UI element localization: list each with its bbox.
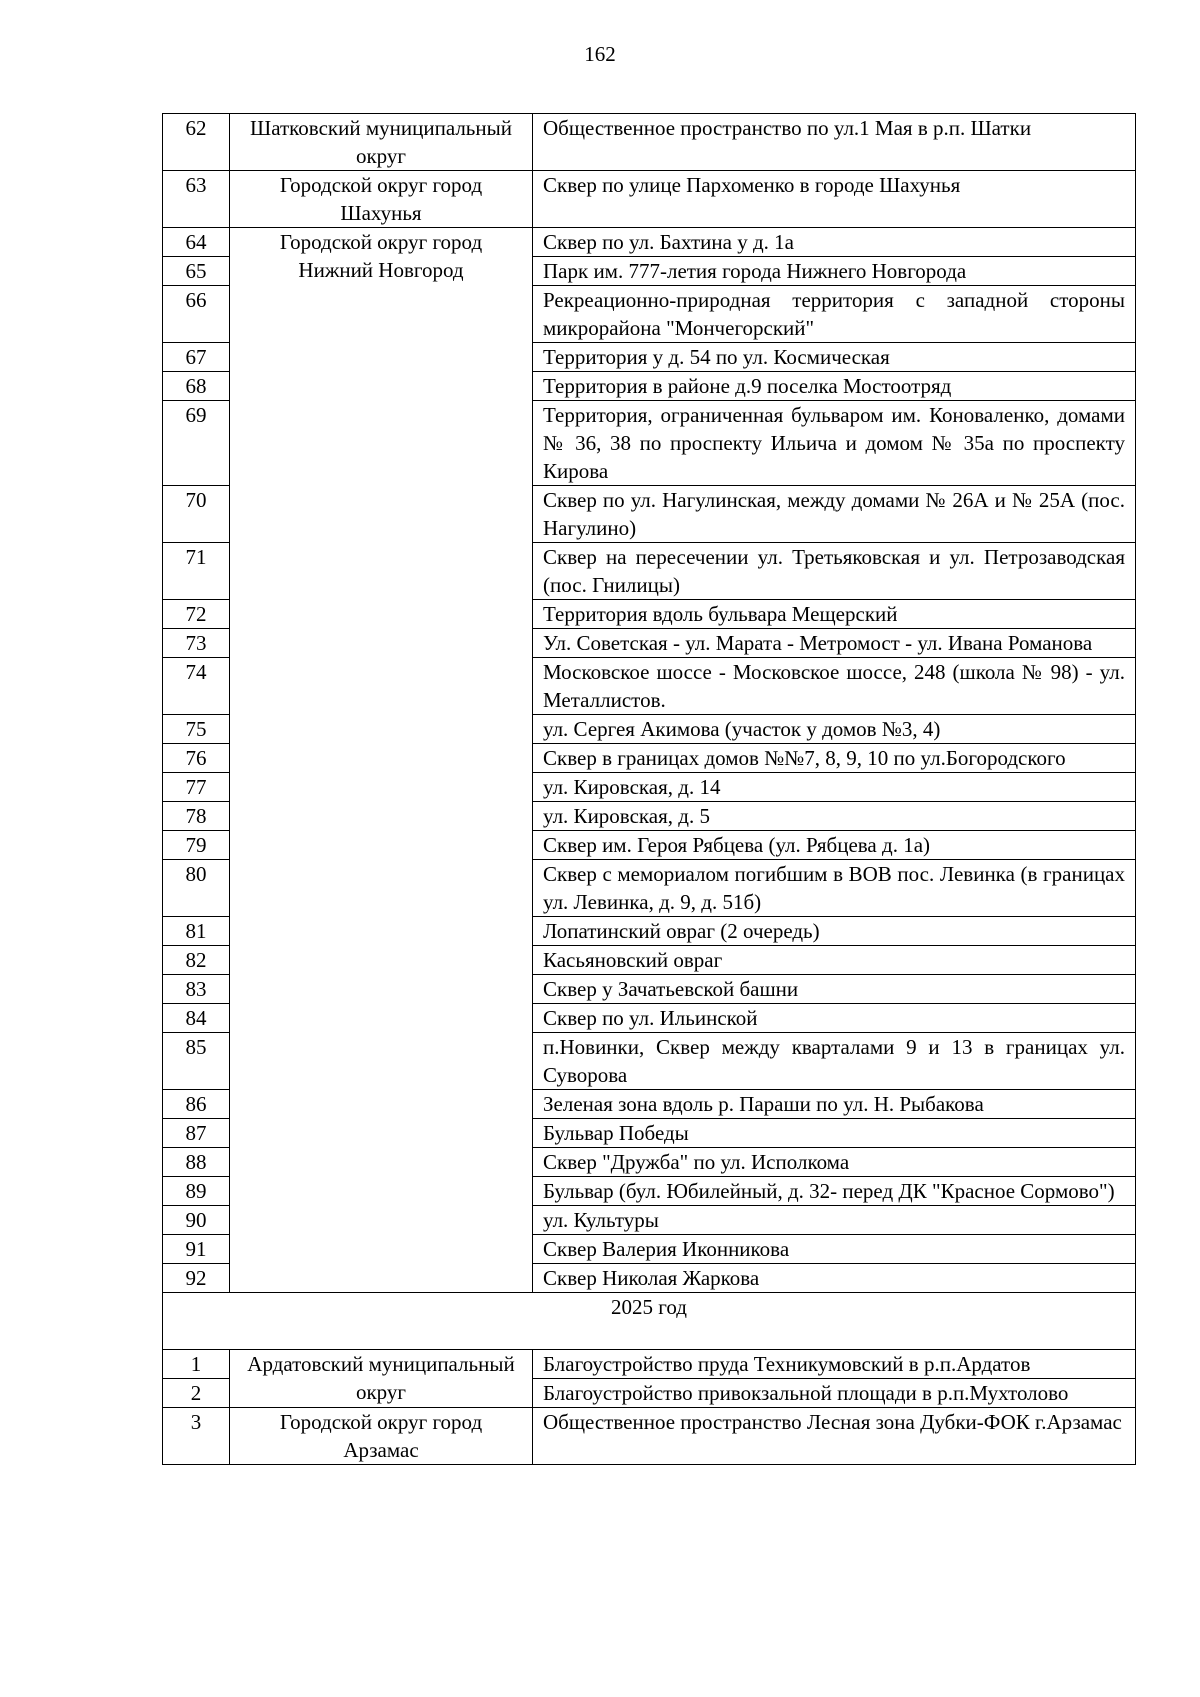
object-cell: Сквер с мемориалом погибшим в ВОВ пос. Левинка (в границах ул. Левинка, д. 9, д. 51б) <box>533 860 1136 917</box>
row-number: 70 <box>163 486 230 543</box>
row-number: 68 <box>163 372 230 401</box>
object-cell: Сквер на пересечении ул. Третьяковская и ул. Петрозаводская (пос. Гнилицы) <box>533 543 1136 600</box>
object-cell: п.Новинки, Сквер между кварталами 9 и 13 в границах ул. Суворова <box>533 1033 1136 1090</box>
object-cell: Сквер по ул. Нагулинская, между домами № 26А и № 25А (пос. Нагулино) <box>533 486 1136 543</box>
object-cell: Бульвар Победы <box>533 1119 1136 1148</box>
object-cell: Сквер по ул. Ильинской <box>533 1004 1136 1033</box>
object-cell: Сквер "Дружба" по ул. Исполкома <box>533 1148 1136 1177</box>
object-cell: Благоустройство пруда Техникумовский в р.п.Ардатов <box>533 1350 1136 1379</box>
object-cell: Сквер им. Героя Рябцева (ул. Рябцева д. 1а) <box>533 831 1136 860</box>
table-row <box>163 1350 1136 1379</box>
object-cell: Парк им. 777-летия города Нижнего Новгорода <box>533 257 1136 286</box>
object-cell: Территория вдоль бульвара Мещерский <box>533 600 1136 629</box>
year-heading-row <box>163 1293 1136 1350</box>
row-number: 69 <box>163 401 230 486</box>
row-number: 92 <box>163 1264 230 1293</box>
municipality-cell: Городской округ город Нижний Новгород <box>230 228 533 1293</box>
object-cell: Общественное пространство по ул.1 Мая в р.п. Шатки <box>533 114 1136 171</box>
municipality-cell: Ардатовский муниципальный округ <box>230 1350 533 1408</box>
object-cell: Территория у д. 54 по ул. Космическая <box>533 343 1136 372</box>
row-number: 83 <box>163 975 230 1004</box>
object-cell: Сквер по улице Пархоменко в городе Шахунья <box>533 171 1136 228</box>
year-heading: 2025 год <box>163 1293 1136 1350</box>
object-cell: Бульвар (бул. Юбилейный, д. 32- перед ДК "Красное Сормово") <box>533 1177 1136 1206</box>
object-cell: Сквер в границах домов №№7, 8, 9, 10 по ул.Богородского <box>533 744 1136 773</box>
row-number: 78 <box>163 802 230 831</box>
row-number: 79 <box>163 831 230 860</box>
object-cell: Общественное пространство Лесная зона Дубки-ФОК г.Арзамас <box>533 1408 1136 1465</box>
row-number: 67 <box>163 343 230 372</box>
row-number: 71 <box>163 543 230 600</box>
row-number: 62 <box>163 114 230 171</box>
object-cell: ул. Кировская, д. 5 <box>533 802 1136 831</box>
table-row <box>163 171 1136 228</box>
object-cell: Благоустройство привокзальной площади в р.п.Мухтолово <box>533 1379 1136 1408</box>
row-number: 81 <box>163 917 230 946</box>
object-cell: ул. Сергея Акимова (участок у домов №3, 4) <box>533 715 1136 744</box>
row-number: 64 <box>163 228 230 257</box>
object-cell: Сквер по ул. Бахтина у д. 1а <box>533 228 1136 257</box>
object-cell: ул. Культуры <box>533 1206 1136 1235</box>
row-number: 80 <box>163 860 230 917</box>
object-cell: Касьяновский овраг <box>533 946 1136 975</box>
row-number: 89 <box>163 1177 230 1206</box>
row-number: 74 <box>163 658 230 715</box>
row-number: 77 <box>163 773 230 802</box>
row-number: 72 <box>163 600 230 629</box>
object-cell: Сквер Николая Жаркова <box>533 1264 1136 1293</box>
row-number: 65 <box>163 257 230 286</box>
row-number: 88 <box>163 1148 230 1177</box>
object-cell: Территория в районе д.9 поселка Мостоотряд <box>533 372 1136 401</box>
object-cell: Московское шоссе - Московское шоссе, 248 (школа № 98) - ул. Металлистов. <box>533 658 1136 715</box>
object-cell: Зеленая зона вдоль р. Параши по ул. Н. Рыбакова <box>533 1090 1136 1119</box>
object-cell: Рекреационно-природная территория с западной стороны микрорайона "Мончегорский" <box>533 286 1136 343</box>
row-number: 2 <box>163 1379 230 1408</box>
row-number: 86 <box>163 1090 230 1119</box>
page-number: 162 <box>584 42 616 66</box>
object-cell: ул. Кировская, д. 14 <box>533 773 1136 802</box>
object-cell: Ул. Советская - ул. Марата - Метромост - ул. Ивана Романова <box>533 629 1136 658</box>
registry-table <box>162 113 1136 1465</box>
row-number: 1 <box>163 1350 230 1379</box>
municipality-cell: Городской округ город Шахунья <box>230 171 533 228</box>
row-number: 75 <box>163 715 230 744</box>
object-cell: Сквер Валерия Иконникова <box>533 1235 1136 1264</box>
row-number: 84 <box>163 1004 230 1033</box>
row-number: 90 <box>163 1206 230 1235</box>
object-cell: Лопатинский овраг (2 очередь) <box>533 917 1136 946</box>
municipality-cell: Городской округ город Арзамас <box>230 1408 533 1465</box>
row-number: 63 <box>163 171 230 228</box>
row-number: 73 <box>163 629 230 658</box>
row-number: 76 <box>163 744 230 773</box>
table-row <box>163 1408 1136 1465</box>
row-number: 82 <box>163 946 230 975</box>
row-number: 87 <box>163 1119 230 1148</box>
object-cell: Территория, ограниченная бульваром им. Коноваленко, домами № 36, 38 по проспекту Ильича и домом № 35а по проспекту Кирова <box>533 401 1136 486</box>
row-number: 91 <box>163 1235 230 1264</box>
municipality-cell: Шатковский муниципальный округ <box>230 114 533 171</box>
row-number: 85 <box>163 1033 230 1090</box>
object-cell: Сквер у Зачатьевской башни <box>533 975 1136 1004</box>
table-row <box>163 114 1136 171</box>
table-row <box>163 228 1136 257</box>
row-number: 66 <box>163 286 230 343</box>
row-number: 3 <box>163 1408 230 1465</box>
